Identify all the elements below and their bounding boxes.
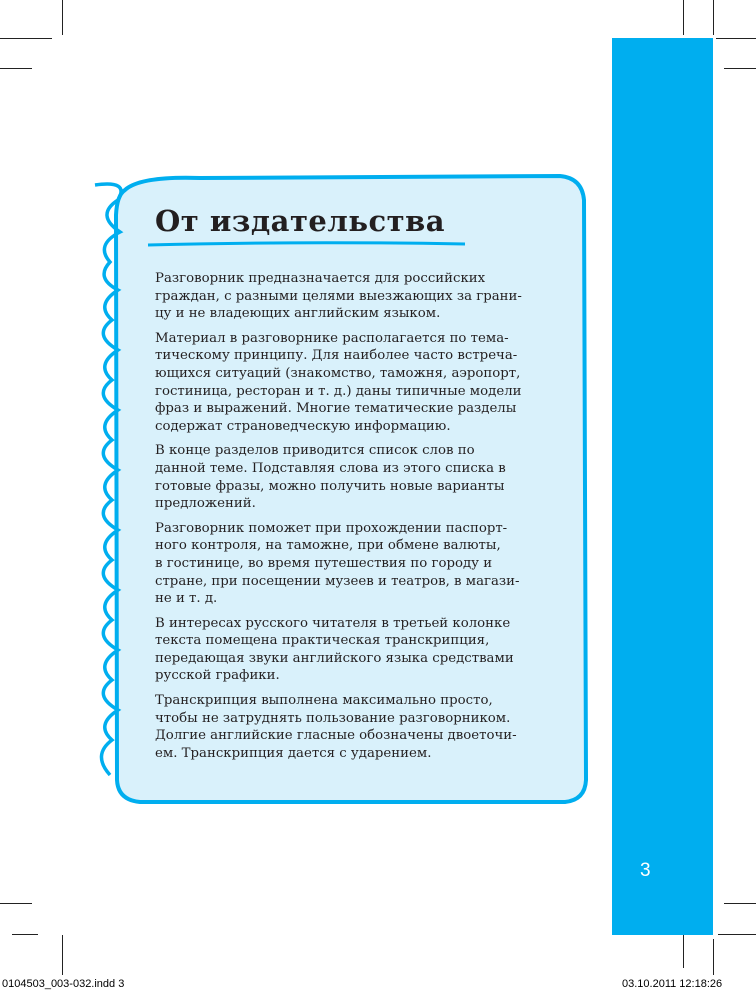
- paragraph: [155, 330, 575, 436]
- paragraph: [155, 442, 575, 512]
- text-line: тическому принципу. Для наиболее часто встреча-: [155, 348, 518, 364]
- text-line: предложений.: [155, 496, 256, 512]
- text-line: Разговорник поможет при прохождении паспорт-: [155, 520, 508, 536]
- paragraph: [155, 520, 575, 608]
- paragraph: [155, 270, 575, 323]
- text-line: Материал в разговорнике располагается по тема-: [155, 330, 509, 346]
- paragraph: [155, 692, 575, 762]
- text-line: цу и не владеющих английским языком.: [155, 306, 441, 322]
- text-line: готовые фразы, можно получить новые варианты: [155, 478, 505, 494]
- text-line: ем. Транскрипция дается с ударением.: [155, 745, 432, 761]
- page-title: От издательства: [155, 204, 446, 238]
- text-line: стране, при посещении музеев и театров, в магази-: [155, 573, 520, 589]
- body-text: [155, 270, 575, 769]
- text-line: граждан, с разными целями выезжающих за грани-: [155, 288, 522, 304]
- text-line: Долгие английские гласные обозначены двоеточи-: [155, 728, 517, 744]
- text-line: фраз и выражений. Многие тематические разделы: [155, 401, 517, 417]
- text-line: ющихся ситуаций (знакомство, таможня, аэропорт,: [155, 365, 521, 381]
- text-line: не и т. д.: [155, 591, 218, 607]
- text-line: в гостинице, во время путешествия по городу и: [155, 555, 493, 571]
- slug-filename: 0104503_003-032.indd 3: [2, 978, 125, 990]
- text-line: текста помещена практическая транскрипция,: [155, 633, 490, 649]
- text-line: данной теме. Подставляя слова из этого списка в: [155, 460, 506, 476]
- text-line: ного контроля, на таможне, при обмене валюты,: [155, 538, 501, 554]
- text-line: В конце разделов приводится список слов по: [155, 443, 475, 459]
- text-line: Транскрипция выполнена максимально просто,: [155, 693, 493, 709]
- text-line: чтобы не затруднять пользование разговорником.: [155, 710, 511, 726]
- text-line: содержат страноведческую информацию.: [155, 418, 451, 434]
- text-line: русской графики.: [155, 668, 280, 684]
- paragraph: [155, 615, 575, 685]
- text-line: передающая звуки английского языка средствами: [155, 650, 514, 666]
- slug-datetime: 03.10.2011 12:18:26: [622, 978, 723, 990]
- page-number: 3: [640, 860, 651, 881]
- text-line: Разговорник предназначается для российских: [155, 271, 486, 286]
- text-line: В интересах русского читателя в третьей колонке: [155, 615, 511, 631]
- text-line: гостиница, ресторан и т. д.) даны типичные модели: [155, 383, 522, 399]
